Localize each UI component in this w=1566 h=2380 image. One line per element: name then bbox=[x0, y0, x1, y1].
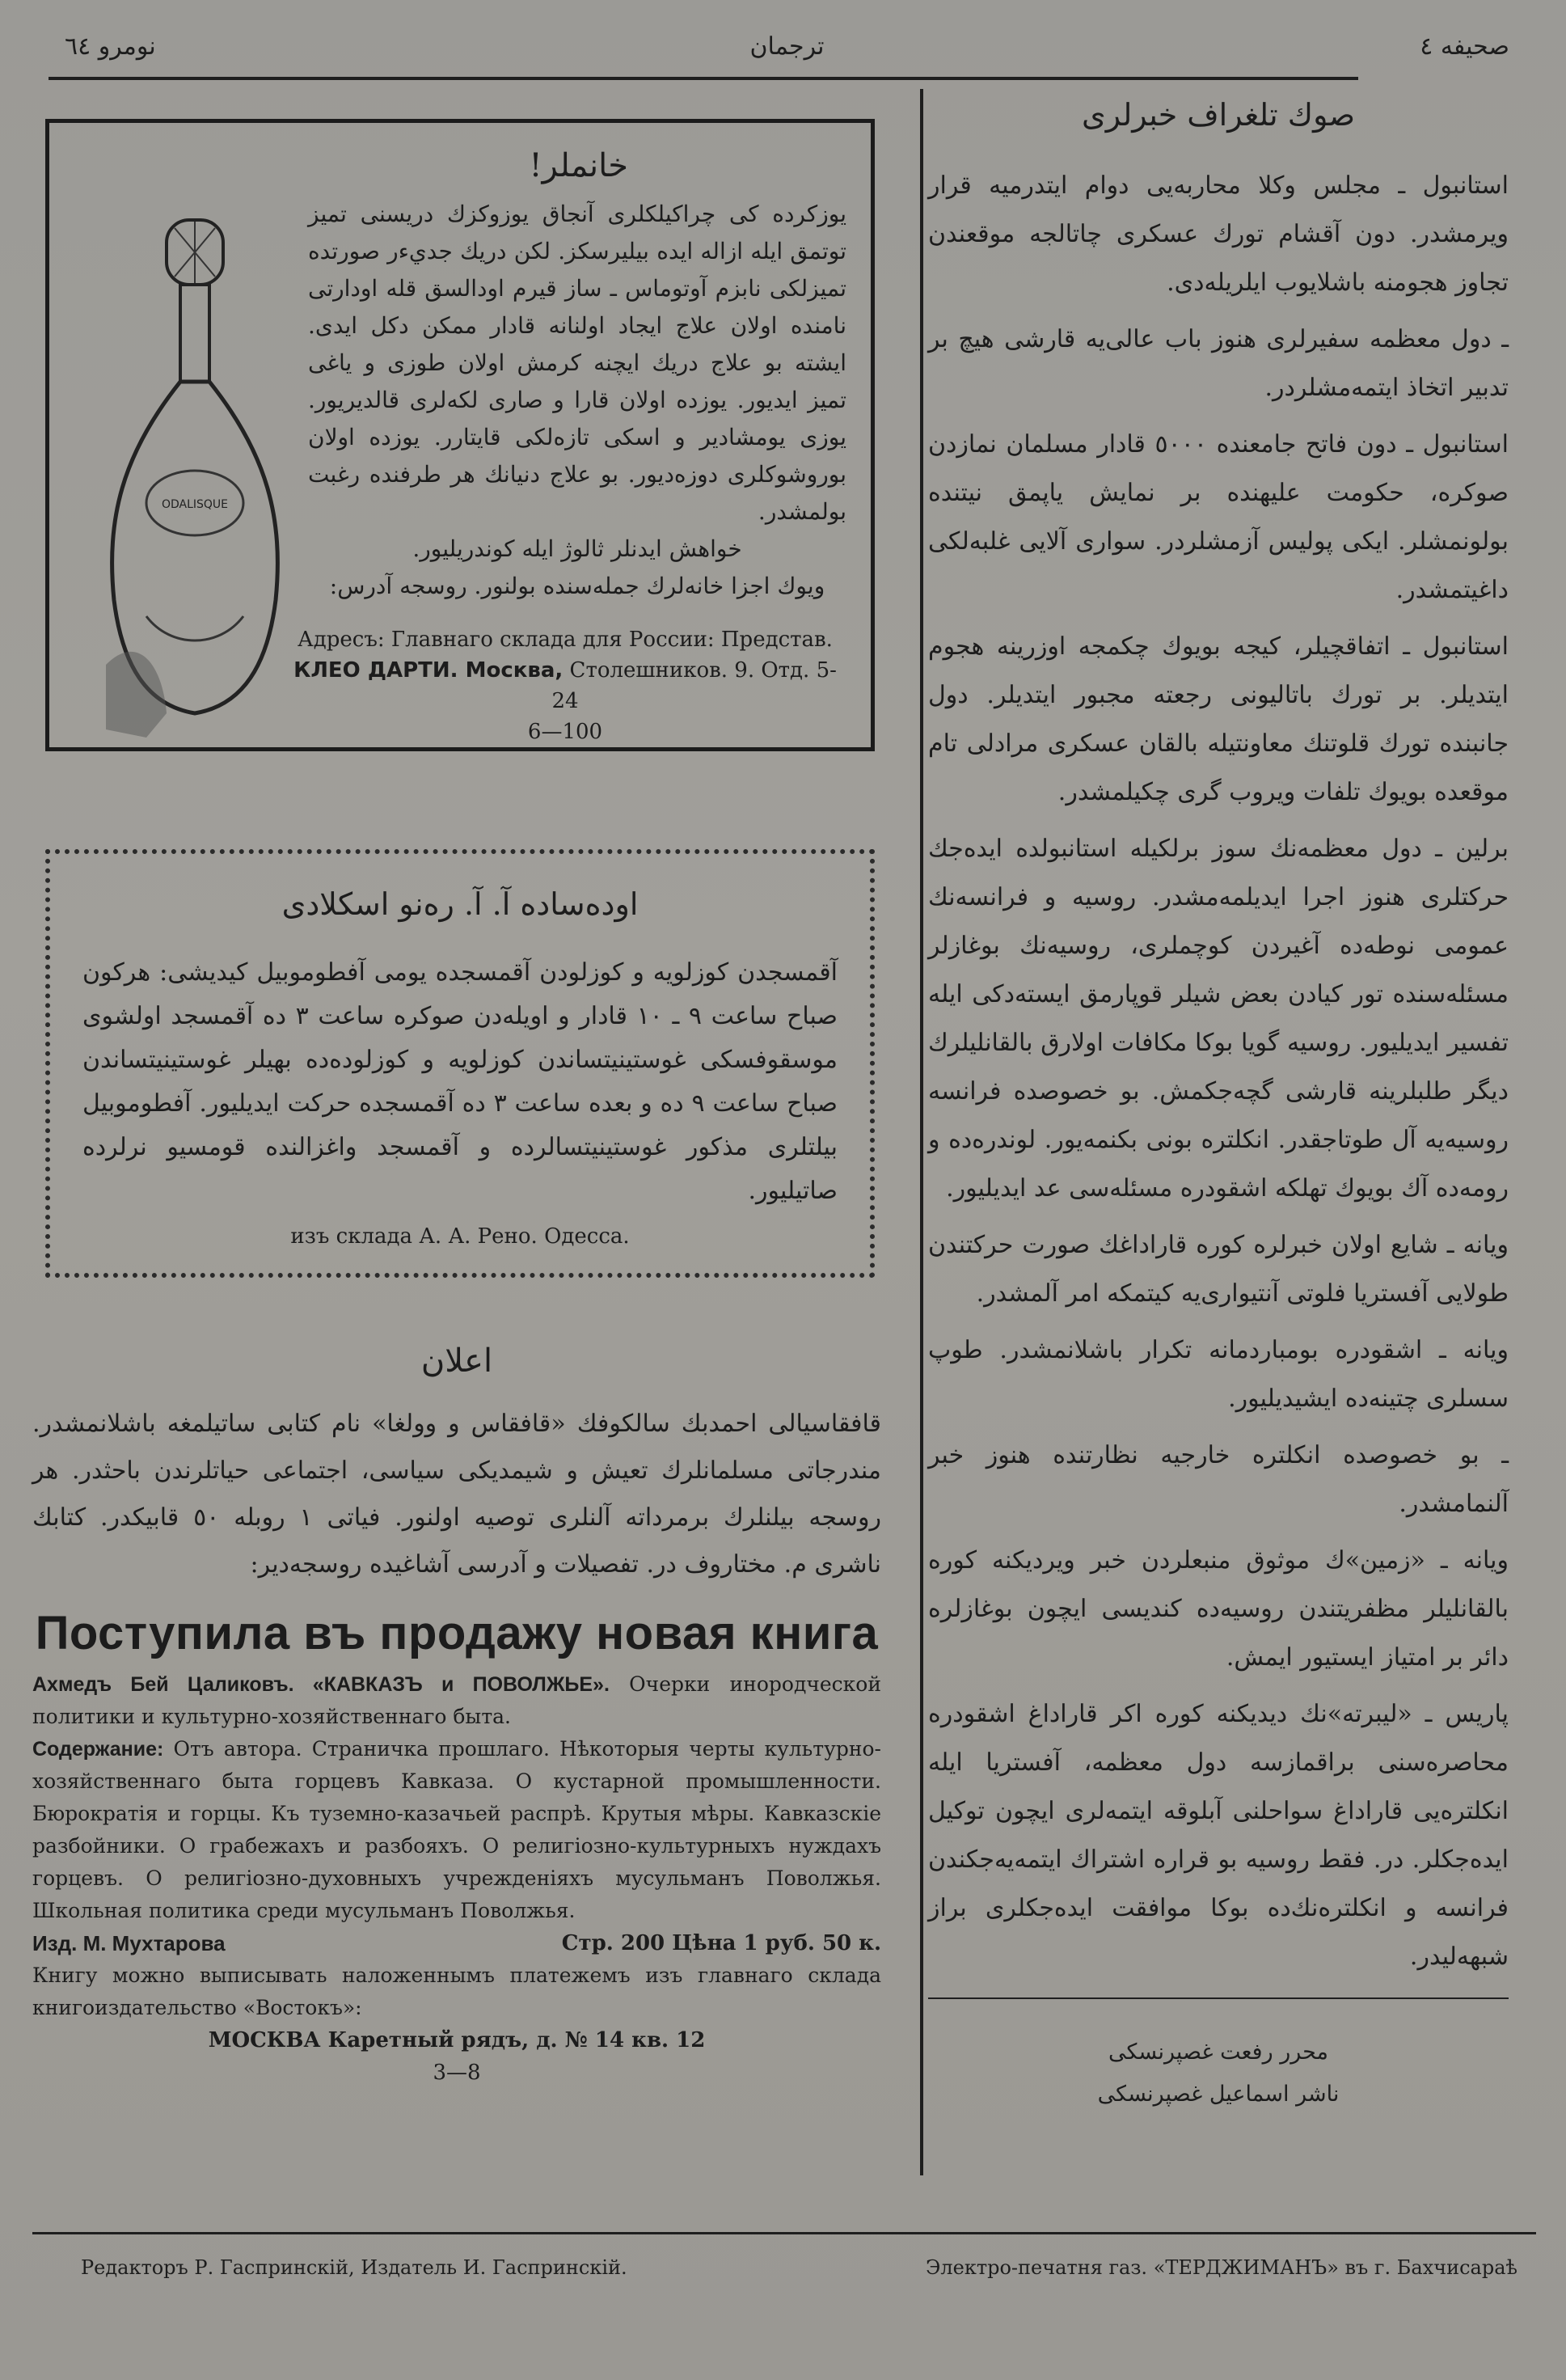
news-item: استانبول ـ اتفاقچيلر، كيجه بويوك چكمجه اوزرينه هجوم ايتديلر. بر تورك باتاليونى رجعته مجبور ايتديلر. دول جانبنده تورك قلوتنك معاونتيله بالقان عسكرى مرادلى تام موقعده بويوك تلفات ويروب گرى چكيلمشدر. bbox=[928, 632, 1509, 806]
advert-wish: خواهش ايدنلر ثالوژ ايله كوندريليور. bbox=[412, 535, 742, 562]
advert-depot: ويوك اجزا خانه‌لرك جمله‌سنده بولنور. روسجه آدرس: bbox=[329, 573, 825, 599]
publisher-row bbox=[32, 1927, 881, 1959]
contents-text: Отъ автора. Страничка прошлаго. Нѣкоторыя черты культурно-хозяйственнаго быта горцевъ Кавказа. О кустарной промышленности. Бюрократія и горцы. Къ туземно-казачьей распрѣ. Крутыя мѣры. Кавказскіе разбойники. О грабежахъ и разбояхъ. О религіозно-культурныхъ нуждахъ горцевъ. О религіозно-духовныхъ учрежденіяхъ мусульманъ Поволжья. Школьная политика среди мусульманъ Поволжья. bbox=[32, 1737, 881, 1922]
advert-title: اعلان bbox=[420, 1342, 493, 1380]
advert-code: 6—100 bbox=[527, 720, 603, 744]
advert-title: خانملر! bbox=[529, 147, 628, 184]
page-header bbox=[49, 24, 1526, 73]
advert-code: 3—8 bbox=[433, 2061, 481, 2085]
footer-editor: Редакторъ Р. Гаспринскій, Издатель И. Гаспринскій. bbox=[81, 2256, 627, 2279]
news-item: استانبول ـ مجلس وكلا محاربه‌يى دوام ايتدرميه قرار ويرمشدر. دون آقشام تورك عسكرى چاتالجه موقعندن تجاوز هجومنه باشلايوب ايلريله‌دى. bbox=[928, 171, 1509, 297]
page-footer bbox=[81, 2256, 1517, 2279]
automobile-advert bbox=[45, 849, 875, 1278]
page-number: صحيفه ٤ bbox=[1420, 32, 1509, 61]
address-street: Столешников. 9. Отд. 5-24 bbox=[551, 658, 837, 713]
book-author-title: Ахмедъ Бей Цаликовъ. «КАВКАЗЪ и ПОВОЛЖЬЕ». bbox=[32, 1673, 610, 1696]
header-rule bbox=[49, 77, 1358, 80]
russian-headline: Поступила въ продажу новая книга bbox=[35, 1607, 879, 1659]
issue-number: نومرو ٦٤ bbox=[65, 32, 156, 61]
news-item: برلين ـ دول معظمه‌نك سوز برلكيله استانبولده ايده‌جك حركتلرى هنوز اجرا ايديلمه‌مشدر. روسيه و فرانسه‌نك عمومى نوطه‌ده آغيردن كوچملرى، روسيه‌نك بوغازلر مسئله‌سنده تور كيادن بعض شيلر قوپارمق ايسته‌دكى ايله تفسير ايديليور. روسيه گويا بوكا مكافات اولارق بالقانليلرك ديگر طلبلرينه قارشى گچه‌جكمش. بو خصوصده فرانسه روسيه‌يه آل طوتاجقدر. انكلتره بونى بكنمه‌يور. لوندره‌ده و رومه‌ده آك بويوك تهلكه اشقودره مسئله‌سى عد ايديليور. bbox=[928, 835, 1509, 1203]
column-title: صوك تلغراف خبرلرى bbox=[1082, 97, 1355, 133]
cosmetic-advert bbox=[45, 119, 875, 751]
advert-title: اودەساده آ. آ. رەنو اسكلادى bbox=[281, 886, 639, 922]
contents-label: Содержание: bbox=[32, 1738, 164, 1761]
publisher-name: ناشر اسماعيل غصپرنسكى bbox=[1097, 2082, 1340, 2107]
advert-body bbox=[308, 196, 846, 605]
advert-text: يوزكرده كى چراكيلكلرى آنجاق يوزوكزك دريسنى تميز توتمق ايله ازاله ايده بيليرسكز. لكن دريك جدي‌ءر صورتده تميزلكى نابزم آوتوماس ـ ساز قيرم اودالسق قله اودارتى نامنده اولان علاج ايجاد اولنانه قادار ممكن دكل ايدى. ايشته بو علاج دريك ايچنه كرمش اولان طوزى و ياغى تميز ايديور. يوزده اولان قارا و صارى لكه‌لرى قالديريور. يوزى يومشادير و اسكى تازه‌لكى قايتارر. يوزده اولان بوروشوكلرى دوزه‌ديور. بو علاج دنيانك هر طرفنده رغبت بولمشدر. bbox=[308, 201, 846, 525]
book-contents bbox=[32, 1733, 881, 1927]
advert-body: آقمسجدن كوزلويه و كوزلودن آقمسجده يومى آفطوموبيل كيديشى: هركون صباح ساعت ٩ ـ ١٠ قادار و اويله‌دن صوكره ساعت ٣ ده آقمسجد اولشوى موسقوفسكى غوستينيتساندن كوزلويه و كوزلوده‌ده بهيلر غوستينيتساندن صباح ساعت ٩ ده و بعده ساعت ٣ ده آقمسجده حركت ايديليور. آفطوموبيل بيلتلرى مذكور غوستينيتسالرده و آقمسجد واغزالنده قومسيو نرلرده صاتيليور. bbox=[82, 958, 838, 1205]
news-item: پاريس ـ «ليبرته»نك ديديكنه كوره اكر قاراداغ اشقودره محاصره‌سنى براقمازسه دول معظمه، آفستريا ايله انكلتره‌يى قاراداغ سواحلنى آبلوقه ايتمه‌لرى ايچون توكيل ايده‌جكلر. در. فقط روسيه بو قراره اشتراك ايتمه‌يه‌جكندن فرانسه و انكلتره‌نك‌ده بوكا موافقت ايده‌جكلرى براز شبهه‌ليدر. bbox=[928, 1700, 1509, 1971]
order-city: МОСКВА Каретный рядъ, д. № 14 кв. 12 bbox=[208, 2028, 706, 2052]
book-advert bbox=[32, 1342, 881, 2089]
publisher: Изд. М. Мухтарова bbox=[32, 1931, 226, 1955]
news-item: استانبول ـ دون فاتح جامعنده ٥٠٠٠ قادار مسلمان نمازدن صوكره، حكومت عليهنده بر نمايش ياپمق نيتنده بولونمشلر. ايكى پوليس آزمشلردر. سوارى آلايى غلبه‌لكى داغيتمشدر. bbox=[928, 430, 1509, 604]
editor-name: محرر رفعت غصپرنسكى bbox=[1108, 2040, 1329, 2065]
newspaper-title: ترجمان bbox=[749, 32, 825, 61]
footer-press: Электро-печатня газ. «ТЕРДЖИМАНЪ» въ г. Бахчисараѣ bbox=[926, 2256, 1517, 2279]
signoff-rule bbox=[928, 1997, 1509, 1999]
advert-address bbox=[284, 624, 846, 747]
news-item: ويانه ـ اشقودره بومباردمانه تكرار باشلانمشدر. طوپ سسلرى چتينه‌ده ايشيديليور. bbox=[928, 1336, 1509, 1413]
news-item: ـ بو خصوصده انكلتره خارجيه نظارتنده هنوز خبر آلنمامشدر. bbox=[928, 1441, 1509, 1518]
news-item: ويانه ـ شايع اولان خبرلره كوره قاراداغك صورت حركتندن طولايى آفستريا فلوتى آنتيوارى‌يه كيتمكه امر آلمشدر. bbox=[928, 1231, 1509, 1308]
news-item: ـ دول معظمه سفيرلرى هنوز باب عالى‌يه قارشى هيچ بر تدبير اتخاذ ايتمه‌مشلردر. bbox=[928, 325, 1509, 402]
order-info: Книгу можно выписывать наложеннымъ платежемъ изъ главнаго склада книгоиздательство «Востокъ»: bbox=[32, 1964, 881, 2019]
address-line-1: Адресъ: Главнаго склада для России: Представ. bbox=[298, 628, 833, 652]
price: Стр. 200 Цѣна 1 руб. 50 к. bbox=[561, 1931, 881, 1955]
book-subtitle: Очерки инородческой политики и культурно-хозяйственнаго быта. bbox=[32, 1672, 882, 1728]
address-firm: КЛЕО ДАРТИ. Москва, bbox=[293, 658, 564, 683]
column-divider bbox=[920, 89, 923, 2175]
advert-body: قافقاسيالى احمدبك سالكوفك «قافقاس و وولغا» نام كتابى ساتيلمغه باشلانمشدر. مندرجاتى مسلمانلرك تعيش و شيمديكى سياسى، اجتماعى حياتلرندن باحثدر. هر روسجه بيلنلرك برمرداته آلنلرى توصيه اولنور. فياتى ١ روبله ٥٠ قابيكدر. كتابك ناشرى م. مختاروف در. تفصيلات و آدرسى آشاغيده روسجه‌دير: bbox=[32, 1410, 881, 1579]
perfume-bottle-illustration bbox=[90, 212, 300, 746]
order-address bbox=[32, 2024, 881, 2057]
telegraph-news-column bbox=[928, 97, 1509, 2116]
advert-source: изъ склада А. А. Рено. Одесса. bbox=[290, 1224, 630, 1249]
book-description bbox=[32, 1668, 881, 1733]
signoff bbox=[928, 2031, 1509, 2116]
bottle-label: ODALISQUE bbox=[161, 498, 229, 511]
news-item: ويانه ـ «زمين»ك موثوق منبعلردن خبر ويرديكنه كوره بالقانليلر مظفريتندن روسيه‌ده كنديسى ايچون بوغازلره دائر بر امتياز ايستيور ايمش. bbox=[928, 1546, 1509, 1672]
footer-rule bbox=[32, 2232, 1536, 2234]
address-line-2 bbox=[284, 655, 846, 717]
news-list bbox=[928, 162, 1509, 1981]
